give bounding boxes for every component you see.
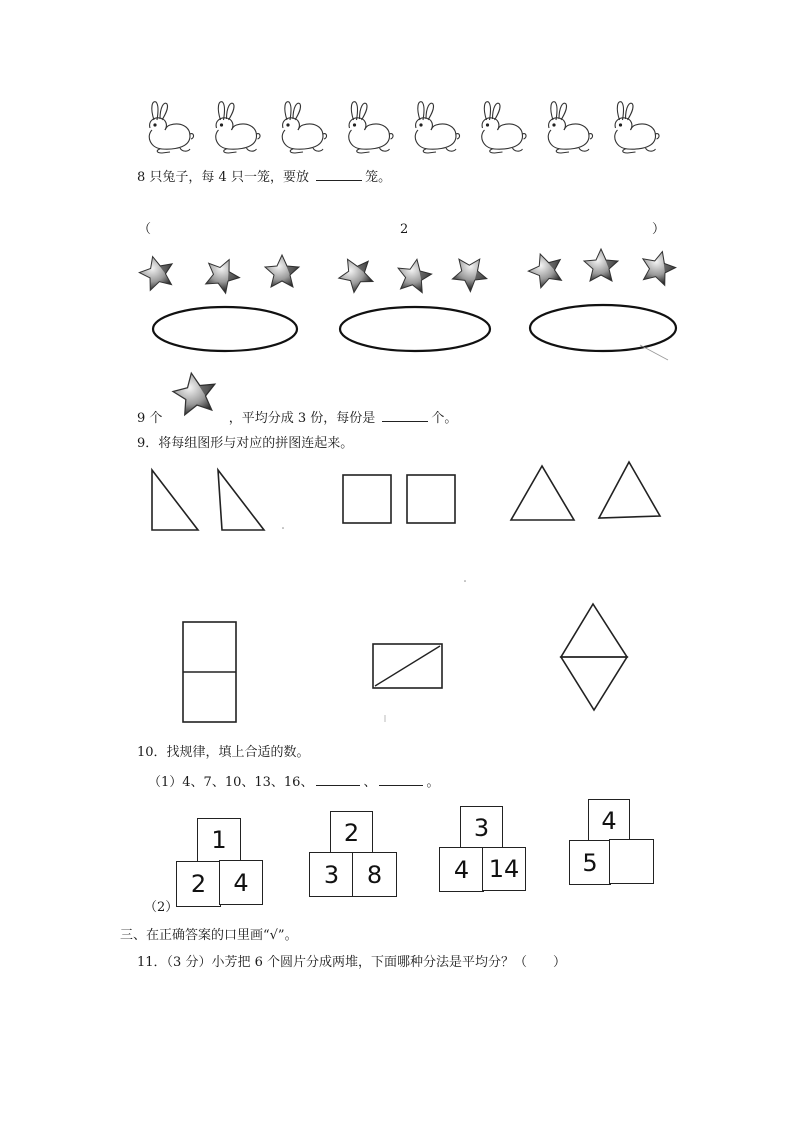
pyramid-4-top: 4 — [588, 799, 630, 842]
star-group-1 — [136, 252, 299, 296]
q8-rabbit-text-pre: 8 只兔子，每 4 只一笼，要放 — [137, 170, 309, 185]
question-11: 11．（3 分）小芳把 6 个圆片分成两堆，下面哪种分法是平均分？（ ） — [137, 955, 566, 970]
q10-answer-blank-1[interactable] — [316, 773, 360, 786]
q9-shapes — [0, 450, 793, 750]
pyramid-1-right: 4 — [219, 860, 263, 905]
q8-star-text-mid: ，平均分成 3 份，每份是 — [228, 411, 376, 426]
question-9-title: 9．将每组图形与对应的拼图连起来。 — [137, 436, 354, 451]
pyramid-1-top: 1 — [197, 818, 241, 862]
q8-rabbit-text-post: 笼。 — [365, 170, 392, 185]
combined-two-squares — [183, 622, 236, 722]
pyramid-4-left: 5 — [569, 840, 611, 885]
question-10-part1 — [148, 773, 439, 791]
right-triangle-2 — [218, 470, 264, 530]
pyramid-4-right-blank[interactable] — [609, 839, 654, 884]
q10-part1-label: （1） — [148, 775, 183, 790]
q10-part1-end: 。 — [426, 775, 440, 790]
oval-3 — [530, 305, 676, 351]
pyramid-1-left: 2 — [176, 861, 221, 907]
question-10-title: 10．找规律，填上合适的数。 — [137, 745, 310, 760]
square-2 — [407, 475, 455, 523]
pyramid-3-left: 4 — [439, 847, 484, 892]
right-triangle-1 — [152, 470, 198, 530]
q10-answer-blank-2[interactable] — [379, 773, 423, 786]
star-group-3 — [524, 247, 679, 290]
oval-1 — [153, 307, 297, 351]
pyramid-2-top: 2 — [330, 811, 373, 855]
oval-2 — [340, 307, 490, 351]
pyramid-2-right: 8 — [352, 852, 397, 897]
paren-left: （ — [138, 222, 152, 237]
triangle-2 — [599, 462, 660, 518]
combined-diamond — [561, 604, 627, 710]
triangle-1 — [511, 466, 574, 520]
paren-right: ） — [652, 222, 666, 237]
stars-and-ovals — [0, 0, 793, 380]
q10-part1-sep: 、 — [363, 775, 377, 790]
pyramid-3-top: 3 — [460, 806, 503, 849]
q8-star-text-post: 个。 — [431, 411, 458, 426]
star-group-2 — [333, 249, 494, 295]
q8-star-text-pre: 9 个 — [137, 411, 163, 426]
question-8-stars — [137, 409, 457, 427]
q10-part1-sequence: 4、7、10、13、16、 — [182, 775, 314, 790]
pyramid-2-left: 3 — [309, 852, 354, 897]
section-3-title: 三、在正确答案的口里画“√”。 — [120, 928, 298, 943]
pyramid-3-right: 14 — [482, 847, 526, 891]
combined-two-triangles-rect — [373, 644, 442, 688]
paren-center-number: 2 — [400, 222, 409, 237]
q8-star-answer-blank[interactable] — [382, 409, 428, 422]
question-10-part2-label: （2） — [144, 900, 179, 915]
square-1 — [343, 475, 391, 523]
